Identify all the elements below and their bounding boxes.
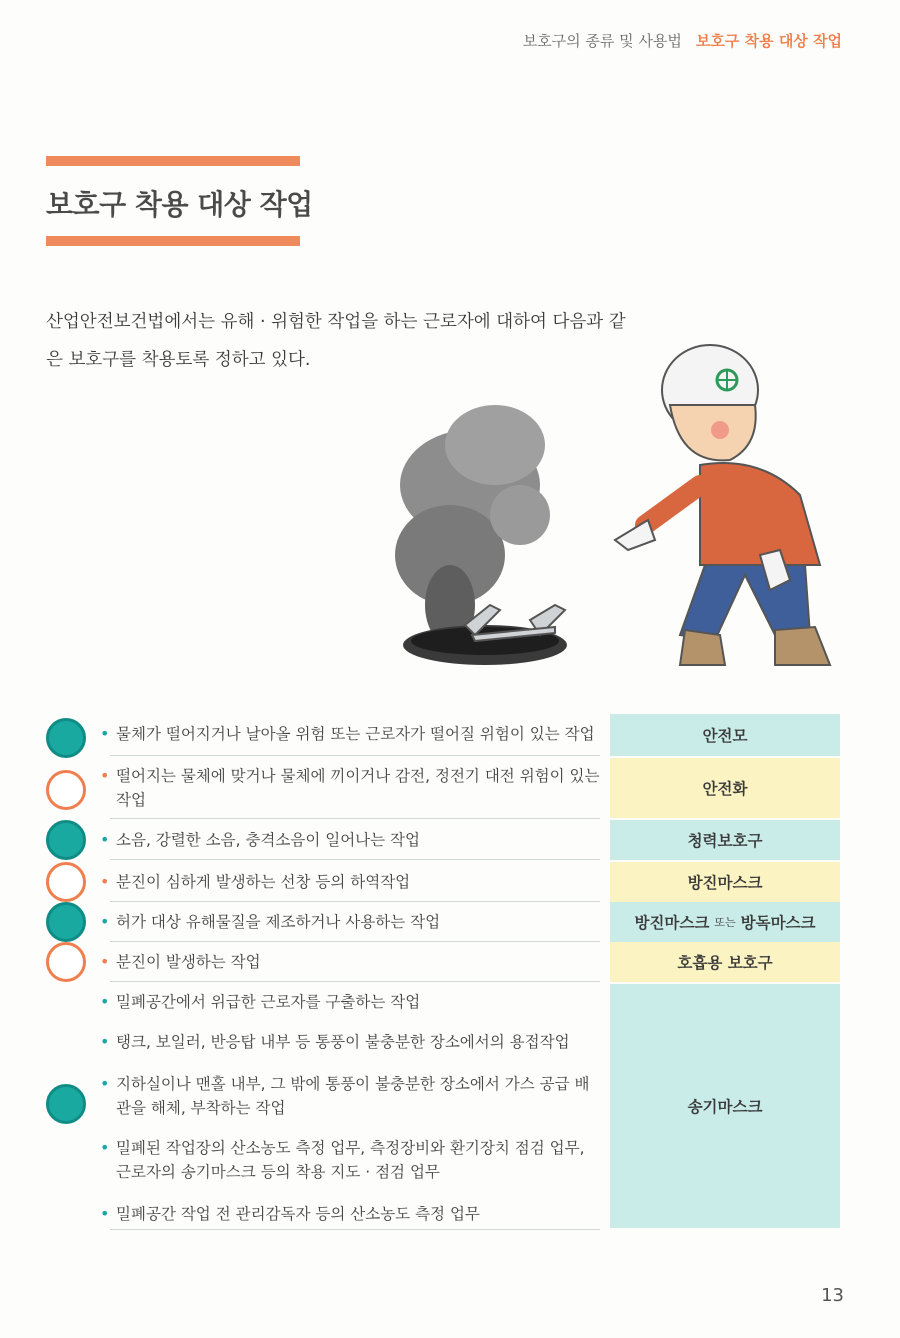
label-ear-protection: 청력보호구: [610, 820, 840, 860]
row-text: • 밀폐공간에서 위급한 근로자를 구출하는 작업: [100, 990, 600, 1014]
label-safety-shoes: 안전화: [610, 758, 840, 818]
row-text: • 소음, 강렬한 소음, 충격소음이 일어나는 작업: [100, 828, 600, 852]
row-text: • 밀폐공간 작업 전 관리감독자 등의 산소농도 측정 업무: [100, 1202, 600, 1226]
label-air-supply-mask: 송기마스크: [610, 984, 840, 1228]
breadcrumb: 보호구의 종류 및 사용법: [522, 32, 682, 50]
section-title: 보호구 착용 대상 작업: [46, 188, 313, 221]
label-gas-mask-text: 방독마스크: [740, 914, 816, 932]
label-dust-or-gas-mask: [610, 902, 840, 942]
row-text: • 허가 대상 유해물질을 제조하거나 사용하는 작업: [100, 910, 600, 934]
intro-paragraph: 산업안전보건법에서는 유해 · 위험한 작업을 하는 근로자에 대하여 다음과 같은 보호구를 착용토록 정하고 있다.: [46, 312, 626, 370]
row-text: • 탱크, 보일러, 반응탑 내부 등 통풍이 불충분한 장소에서의 용접작업: [100, 1030, 600, 1054]
row-divider: [110, 818, 600, 819]
row-text: • 물체가 떨어지거나 날아올 위험 또는 근로자가 떨어질 위험이 있는 작업: [100, 722, 600, 746]
row-divider: [110, 1229, 600, 1230]
row-divider: [110, 859, 600, 860]
row-divider: [110, 755, 600, 756]
row-text: • 지하실이나 맨홀 내부, 그 밖에 통풍이 불충분한 장소에서 가스 공급 배관을 해체, 부착하는 작업: [100, 1072, 600, 1120]
label-dust-mask-text: 방진마스크: [634, 914, 710, 932]
gas-mask-icon: [46, 902, 86, 942]
dust-mask-icon: [46, 942, 86, 982]
title-bar-bottom: [46, 236, 300, 246]
title-bar-top: [46, 156, 300, 166]
page-header: [523, 30, 842, 51]
breadcrumb-current: 보호구 착용 대상 작업: [695, 32, 842, 50]
page-number: 13: [821, 1285, 844, 1306]
row-text: • 떨어지는 물체에 맞거나 물체에 끼이거나 감전, 정전기 대전 위험이 있는 작업: [100, 764, 600, 812]
hard-hat-icon: [46, 718, 86, 758]
safety-shoe-icon: [46, 770, 86, 810]
worker-icon: [615, 345, 830, 665]
row-text: • 분진이 심하게 발생하는 선창 등의 하역작업: [100, 870, 600, 894]
label-or-text: 또는: [714, 916, 736, 929]
row-text: • 분진이 발생하는 작업: [100, 950, 600, 974]
smoke-icon: [395, 405, 550, 645]
row-text: • 밀폐된 작업장의 산소농도 측정 업무, 측정장비와 환기장치 점검 업무, 근로자의 송기마스크 등의 착용 지도 · 점검 업무: [100, 1136, 600, 1184]
label-dust-mask: 방진마스크: [610, 862, 840, 902]
air-supply-mask-icon: [46, 1084, 86, 1124]
label-respiratory: 호흡용 보호구: [610, 942, 840, 982]
label-helmet: 안전모: [610, 714, 840, 756]
ear-protection-icon: [46, 820, 86, 860]
dust-mask-icon: [46, 862, 86, 902]
worker-manhole-illustration: [380, 335, 850, 680]
